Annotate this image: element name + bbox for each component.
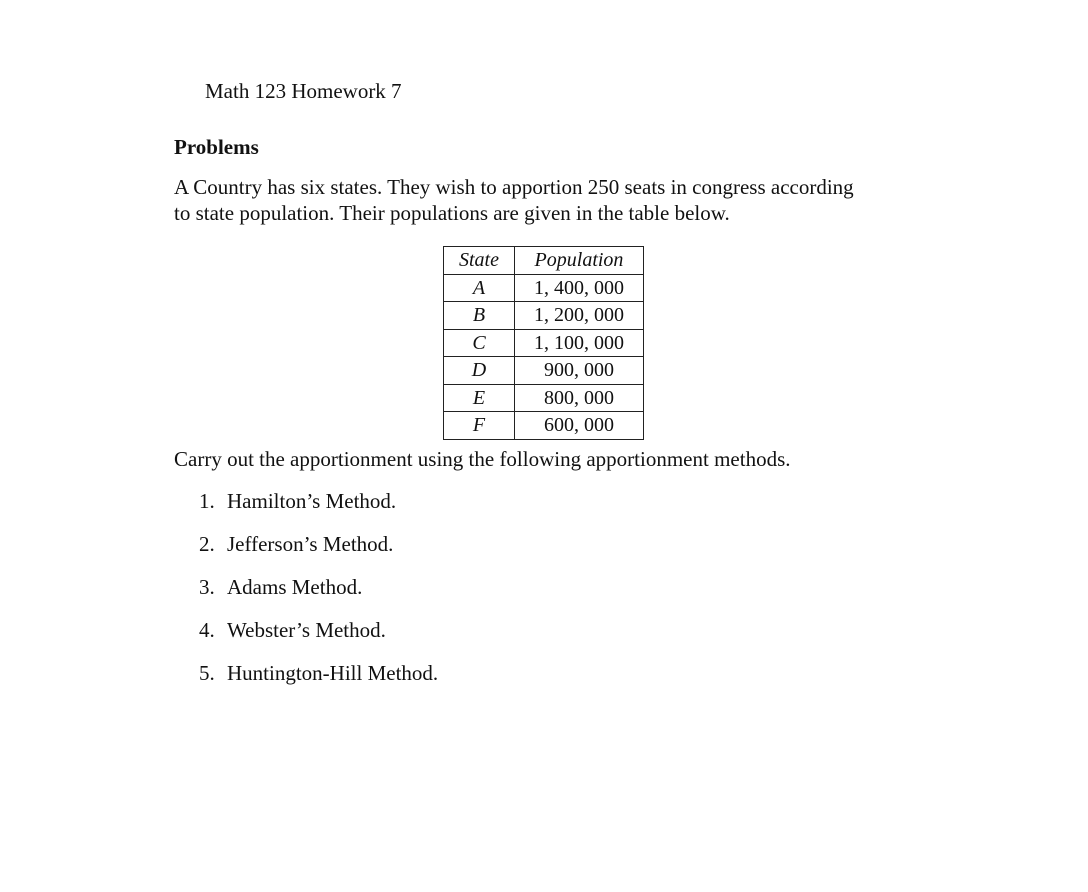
list-item <box>199 660 438 703</box>
state-cell: F <box>444 412 515 440</box>
state-cell: B <box>444 302 515 330</box>
state-cell: D <box>444 357 515 385</box>
section-heading: Problems <box>174 135 259 159</box>
population-cell: 900, 000 <box>515 357 644 385</box>
table-row <box>444 357 644 385</box>
list-item-label: Hamilton’s Method. <box>227 489 397 513</box>
population-cell: 800, 000 <box>515 384 644 412</box>
population-cell: 1, 200, 000 <box>515 302 644 330</box>
column-header-state: State <box>444 247 515 275</box>
list-item-label: Webster’s Method. <box>227 618 386 642</box>
problem-statement-line: A Country has six states. They wish to apportion 250 seats in congress according <box>174 175 854 199</box>
list-item-label: Huntington-Hill Method. <box>227 661 439 685</box>
list-item-label: Adams Method. <box>227 575 363 599</box>
list-item-label: Jefferson’s Method. <box>227 532 394 556</box>
population-cell: 1, 100, 000 <box>515 329 644 357</box>
table-row <box>444 302 644 330</box>
list-item-number: 1. <box>199 489 215 513</box>
problem-statement <box>174 174 934 226</box>
list-item-number: 2. <box>199 532 215 556</box>
methods-list <box>199 488 438 703</box>
list-item-number: 3. <box>199 575 215 599</box>
table-row <box>444 412 644 440</box>
list-item-number: 5. <box>199 661 215 685</box>
table-row <box>444 329 644 357</box>
state-cell: C <box>444 329 515 357</box>
list-item <box>199 574 438 617</box>
list-item <box>199 488 438 531</box>
table-header-row <box>444 247 644 275</box>
page-title: Math 123 Homework 7 <box>205 79 402 103</box>
table-row <box>444 384 644 412</box>
state-cell: A <box>444 274 515 302</box>
population-cell: 600, 000 <box>515 412 644 440</box>
population-table <box>443 246 644 440</box>
problem-statement-line: to state population. Their populations are given in the table below. <box>174 201 730 225</box>
list-item <box>199 531 438 574</box>
state-cell: E <box>444 384 515 412</box>
column-header-population: Population <box>515 247 644 275</box>
list-item-number: 4. <box>199 618 215 642</box>
population-cell: 1, 400, 000 <box>515 274 644 302</box>
table-row <box>444 274 644 302</box>
list-item <box>199 617 438 660</box>
instruction-text: Carry out the apportionment using the following apportionment methods. <box>174 447 791 471</box>
